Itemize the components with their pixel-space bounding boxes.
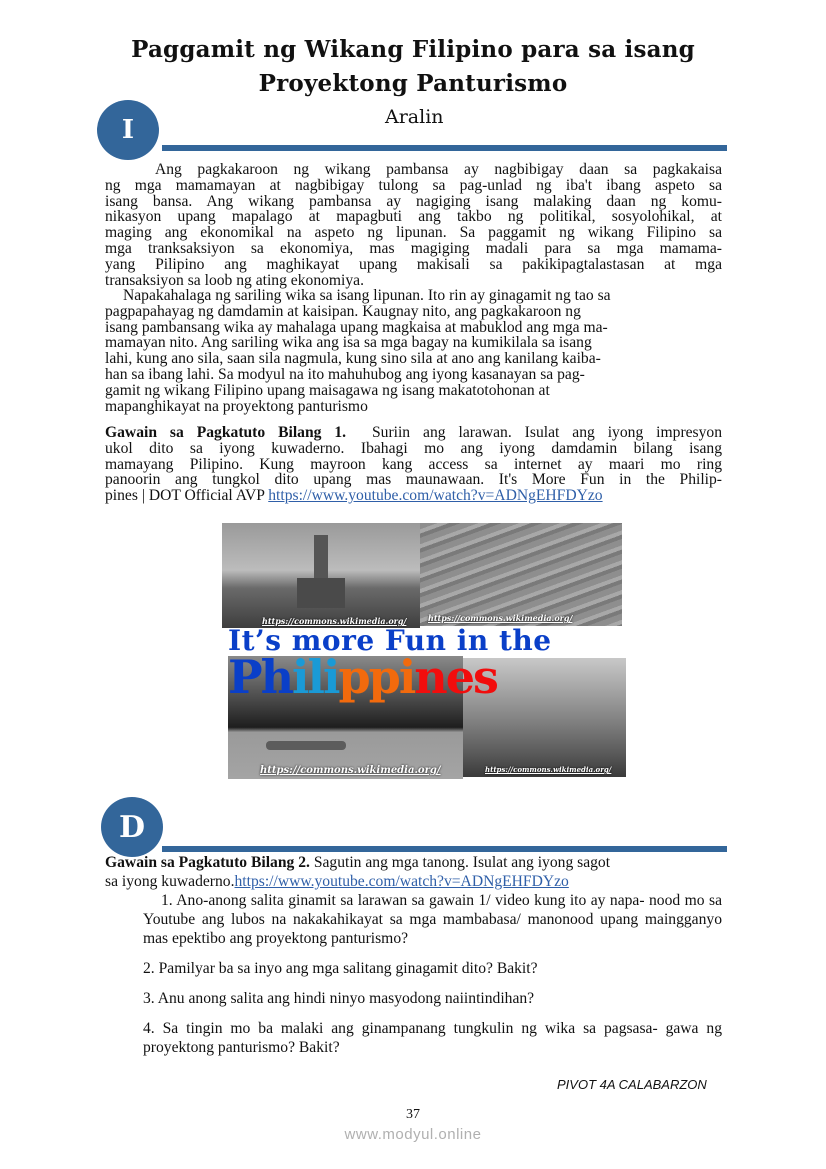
paragraph-line: mamayan nito. Ang sariling wika ang isa sa mga bagay na kumikilala sa isang [105,334,592,352]
section-label: Aralin [385,106,444,128]
intro-paragraph-2 [105,288,722,414]
youtube-link[interactable]: https://www.youtube.com/watch?v=ADNgEHFDYzo [268,487,603,505]
poster-word-part: nes [414,650,497,704]
poster-headline: It’s more Fun in the [228,624,552,657]
activity-1-line [105,488,722,504]
activity-1 [105,425,722,504]
paragraph-line: pagpapahayag ng damdamin at kaisipan. Kaugnay nito, ang pagkakaroon ng [105,302,581,320]
question-2: 2. Pamilyar ba sa inyo ang mga salitang ginagamit dito? Bakit? [143,960,538,977]
activity-2-text: Sagutin ang mga tanong. Isulat ang iyong sagot [309,854,611,871]
poster-word-part: ppi [338,650,415,704]
activity-2-heading: Gawain sa Pagkatuto Bilang 2. [105,854,310,871]
paragraph-line: Napakahalaga ng sariling wika sa isang lipunan. Ito rin ay ginagamit ng tao sa [123,287,611,304]
paragraph-line: mapanghikayat na proyektong panturismo [105,397,368,415]
activity-1-line: mamayang Pilipino. Kung mayroon kang access sa internet ay maari mo ring [105,455,722,473]
monument-photo [222,523,420,628]
activity-1-text: pines | DOT Official AVP [105,487,269,505]
paragraph-line: isang pambansang wika ay mahalaga upang magkaisa at mabuklod ang mga ma- [105,318,608,336]
activity-1-line: panoorin ang tungkol dito upang mas maunawaan. It's More Fun in the Philip- [105,471,722,489]
page-title-line-1: Paggamit ng Wikang Filipino para sa isang [131,36,695,63]
activity-1-line [105,425,722,441]
section-divider [162,846,727,852]
activity-2-text: sa iyong kuwaderno. [105,873,235,890]
paragraph-line: maging ang ekonomikal na aspeto ng lipunan. Sa paggamit ng wikang Filipino sa [105,224,722,242]
tourism-poster-image [222,523,626,779]
page-number: 37 [406,1107,420,1122]
activity-2 [105,853,722,891]
paragraph-line: isang bansa. Ang wikang pambansa ay nagiging isang malaking daan ng komu- [105,192,722,210]
poster-philippines-word [228,651,497,703]
paragraph-line: Ang pagkakaroon ng wikang pambansa ay nagbibigay daan sa pagkakaisa [155,161,722,178]
activity-2-line [105,872,722,891]
paragraph-line: mga tranksaksiyon sa ekonomiya, mas magiging madali para sa mga mamama- [105,239,722,257]
paragraph-line: gamit ng wikang Filipino upang maisagawa ng isang makatotohonan at [105,381,550,399]
image-credit: https://commons.wikimedia.org/ [428,613,573,623]
image-credit: https://commons.wikimedia.org/ [485,765,612,774]
paragraph-line: lahi, kung ano sila, saan sila nagmula, kung sino sila at ano ang kanilang kaiba- [105,350,601,368]
youtube-link[interactable]: https://www.youtube.com/watch?v=ADNgEHFDYzo [234,873,569,890]
image-credit: https://commons.wikimedia.org/ [262,616,407,626]
activity-1-line: ukol dito sa iyong kuwaderno. Ibahagi mo ang iyong damdamin bilang isang [105,439,722,457]
watermark: www.modyul.online [344,1126,482,1143]
paragraph-line: yang Pilipino ang maghikayat upang makisali sa pakikipagtalastasan at mga [105,255,722,273]
activity-2-line [105,853,722,872]
activity-1-text: Suriin ang larawan. Isulat ang iyong impresyon [371,424,723,441]
paragraph-line: transaksiyon sa loob ng ating ekonomiya. [105,271,364,289]
poster-word-part: ili [292,650,339,704]
section-badge-i: I [97,100,159,160]
poster-word-part: Ph [228,650,293,704]
section-divider [162,145,727,151]
footer-series: PIVOT 4A CALABARZON [557,1077,707,1092]
landscape-photo [420,523,622,626]
paragraph-line: han sa ibang lahi. Sa modyul na ito mahuhubog ang iyong kasanayan sa pag- [105,365,585,383]
intro-paragraph-1 [105,162,722,288]
page-title-line-2: Proyektong Panturismo [258,70,568,97]
paragraph-line: ng mga mamamayan at nagbibigay tulong sa pag-unlad ng iba't ibang aspeto sa [105,176,722,194]
question-3: 3. Anu anong salita ang hindi ninyo masyodong naiintindihan? [143,990,535,1007]
paragraph-line: nikasyon upang mapalago at mapagbuti ang takbo ng politikal, sosyolohikal, at [105,208,722,226]
image-credit: https://commons.wikimedia.org/ [260,765,441,776]
activity-1-heading: Gawain sa Pagkatuto Bilang 1. [105,424,347,441]
section-badge-d: D [101,797,163,857]
question-1: 1. Ano-anong salita ginamit sa larawan sa gawain 1/ video kung ito ay napa- nood mo sa Youtube ang lubos na nakakahikayat sa mga mambabasa/ manonood upang maingganyo mas epektibo ang proyektong panturismo? [143,892,722,947]
question-4: 4. Sa tingin mo ba malaki ang ginampanang tungkulin ng wika sa pagsasa- gawa ng proyektong panturismo? Bakit? [143,1020,722,1056]
